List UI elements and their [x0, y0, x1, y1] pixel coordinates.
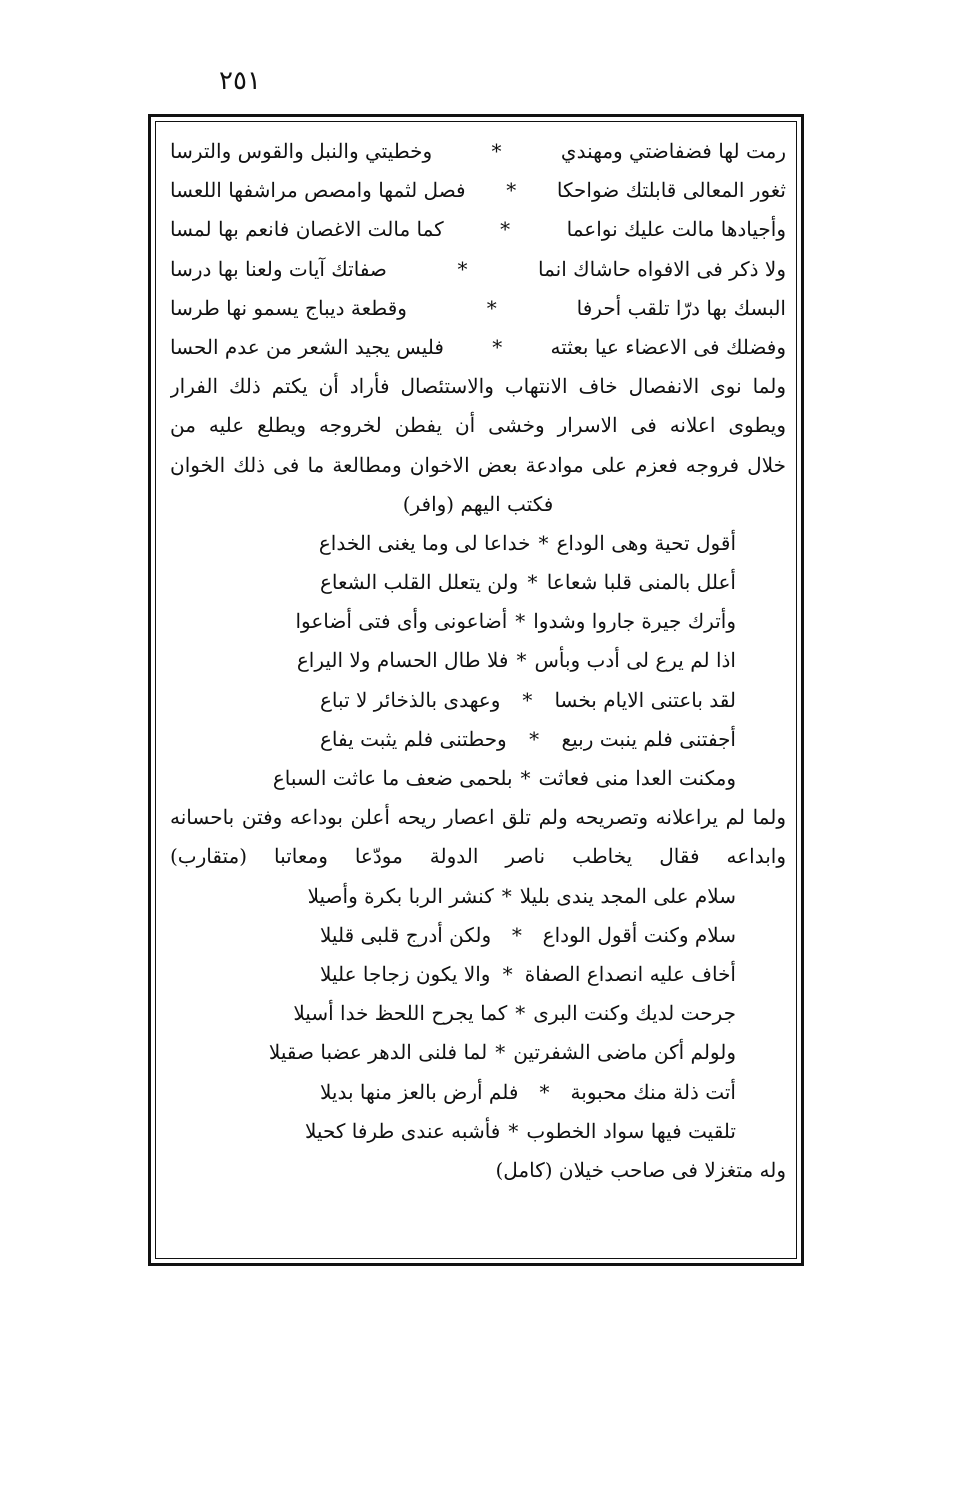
prose-line: ولما نوى الانفصال خاف الانتهاب والاستئصال فأراد أن يكتم ذلك الفرار — [170, 374, 786, 399]
verse-first-hemistich: رمت لها فضفاضتي ومهندي — [560, 139, 786, 163]
verse-separator: * — [492, 334, 503, 359]
verse-second-hemistich: صفاتك آيات ولعنا بها درسا — [170, 256, 387, 281]
verse-line — [170, 1033, 786, 1072]
verse-first-hemistich: وأترك جيرة جاروا وشدوا — [533, 609, 736, 634]
prose-line: ويطوى اعلانه فى الاسرار وخشى أن يفطن لخروجه ويطلع عليه من — [170, 413, 786, 438]
verse-separator: * — [516, 648, 527, 673]
verse-separator: * — [457, 256, 468, 281]
verse-second-hemistich: فلم أرض بالعز منها بديلا — [320, 1079, 519, 1104]
prose-line: وابداعه فقال يخاطب ناصر الدولة مودّعا ومعاتبا (متقارب) — [170, 844, 786, 869]
verse-second-hemistich: بلحمى ضعف ما عاثت السباع — [272, 766, 513, 790]
verse-line — [170, 328, 786, 367]
verse-second-hemistich: خداعا لى وما يغنى الخداع — [318, 530, 531, 555]
verse-first-hemistich: وأجيادها مالت عليك نواعما — [566, 217, 786, 242]
verse-line — [170, 563, 786, 602]
verse-separator: * — [539, 1079, 550, 1104]
verse-separator: * — [515, 609, 526, 634]
verse-second-hemistich: فلا طال الحسام ولا اليراع — [296, 648, 509, 673]
verse-second-hemistich: وحطتنى فلم يثبت يفاع — [320, 726, 507, 751]
text-body — [170, 132, 786, 1190]
page-number: ٢٥١ — [219, 66, 261, 96]
verse-first-hemistich: جرحت لديك وكنت البرى — [533, 1001, 736, 1026]
verse-first-hemistich: أقول تحية وهى الوداع — [556, 530, 736, 555]
verse-line — [170, 720, 786, 759]
verse-line — [170, 1112, 786, 1151]
verse-second-hemistich: ولكن أدرج قلبى قليلا — [320, 922, 492, 947]
verse-separator: * — [486, 295, 497, 320]
verse-separator: * — [500, 217, 511, 242]
verse-second-hemistich: كما يجرح اللحظ خدا أسيلا — [293, 1001, 508, 1026]
verse-separator: * — [520, 766, 531, 790]
verse-line — [170, 210, 786, 249]
verse-line — [170, 916, 786, 955]
verse-second-hemistich: وقطعة ديباج يسمو نها طرسا — [170, 295, 407, 320]
verse-line — [170, 641, 786, 680]
verse-line — [170, 955, 786, 994]
verse-first-hemistich: تلقيت فيها سواد الخطوب — [526, 1118, 736, 1143]
verse-second-hemistich: كنشر الربا بكرة وأصيلا — [307, 883, 494, 908]
verse-first-hemistich: أتت ذلة منك محبوبة — [570, 1079, 736, 1104]
verse-line — [170, 759, 786, 798]
verse-separator: * — [502, 961, 513, 986]
verse-separator: * — [491, 139, 502, 163]
verse-second-hemistich: ولن يتعلل القلب الشعاع — [320, 570, 519, 595]
verse-separator: * — [529, 726, 540, 751]
verse-separator: * — [511, 922, 522, 947]
verse-line — [170, 877, 786, 916]
verse-line — [170, 171, 786, 210]
prose-line: ولما لم يراعلانه وتصريحه ولم تلق اعصار ريحه أعلن بوداعه وفتن باحسانه — [170, 805, 786, 830]
prose-line: خلال فروجه فعزم على موادعة بعض الاخوان ومطالعة ما فى ذلك الخوان — [170, 452, 786, 477]
verse-first-hemistich: البسك بها درّا تلقب أحرفا — [576, 295, 786, 320]
verse-line — [170, 250, 786, 289]
verse-line — [170, 681, 786, 720]
verse-second-hemistich: وخطيتي والنبل والقوس والترسا — [170, 139, 433, 163]
verse-line — [170, 994, 786, 1033]
verse-first-hemistich: سلام وكنت أقول الوداع — [542, 922, 736, 947]
verse-separator: * — [522, 687, 533, 712]
verse-first-hemistich: ومكنت العدا منى فعاثت — [538, 766, 736, 790]
meter-heading: فكتب اليهم (وافر) — [402, 491, 554, 516]
verse-separator: * — [508, 1118, 519, 1143]
verse-second-hemistich: فصل لثمها وامصص مراشفها اللعسا — [170, 178, 466, 203]
verse-line — [170, 1073, 786, 1112]
closing-line: وله متغزلا فى صاحب خيلان (كامل) — [495, 1157, 786, 1182]
verse-separator: * — [527, 570, 538, 595]
verse-first-hemistich: ولا ذكر فى الافواه حاشاك انما — [537, 256, 786, 281]
verse-second-hemistich: كما مالت الاغصان فانعم بها لمسا — [170, 217, 444, 242]
verse-line — [170, 289, 786, 328]
verse-first-hemistich: ثغور المعالى قابلتك ضواحكا — [556, 178, 786, 203]
verse-first-hemistich: ولولم أكن ماضى الشفرتين — [513, 1040, 736, 1065]
verse-second-hemistich: فأشبه عندى طرفا كحيلا — [304, 1118, 501, 1143]
verse-first-hemistich: أعلل بالمنى قلبا شعاعا — [546, 570, 736, 595]
verse-first-hemistich: أجفتنى فلم ينبت ربيع — [561, 726, 736, 751]
verse-separator: * — [501, 883, 512, 908]
verse-second-hemistich: وعهدى بالذخائر لا تباع — [320, 687, 501, 712]
verse-first-hemistich: لقد باعتنى الايام بخسا — [554, 687, 736, 712]
verse-separator: * — [506, 178, 517, 203]
verse-second-hemistich: فليس يجيد الشعر من عدم الحسا — [170, 334, 444, 359]
verse-line — [170, 602, 786, 641]
verse-second-hemistich: أضاعونى وأى فتى أضاعوا — [295, 609, 508, 634]
verse-second-hemistich: والا يكون زجاجا عليلا — [320, 961, 491, 986]
verse-separator: * — [495, 1040, 506, 1065]
verse-line — [170, 132, 786, 171]
verse-separator: * — [538, 530, 549, 555]
verse-separator: * — [515, 1001, 526, 1026]
verse-line — [170, 524, 786, 563]
verse-first-hemistich: أخاف عليه انصداع الصفاة — [524, 961, 736, 986]
verse-first-hemistich: وفضلك فى الاعضاء عيا بعثته — [550, 334, 786, 359]
verse-first-hemistich: اذا لم يرع لى أدب وبأس — [534, 648, 736, 673]
verse-second-hemistich: لما فلنى الدهر عضبا صقيلا — [268, 1040, 488, 1065]
verse-first-hemistich: سلام على المجد يندى بليلا — [519, 883, 736, 908]
